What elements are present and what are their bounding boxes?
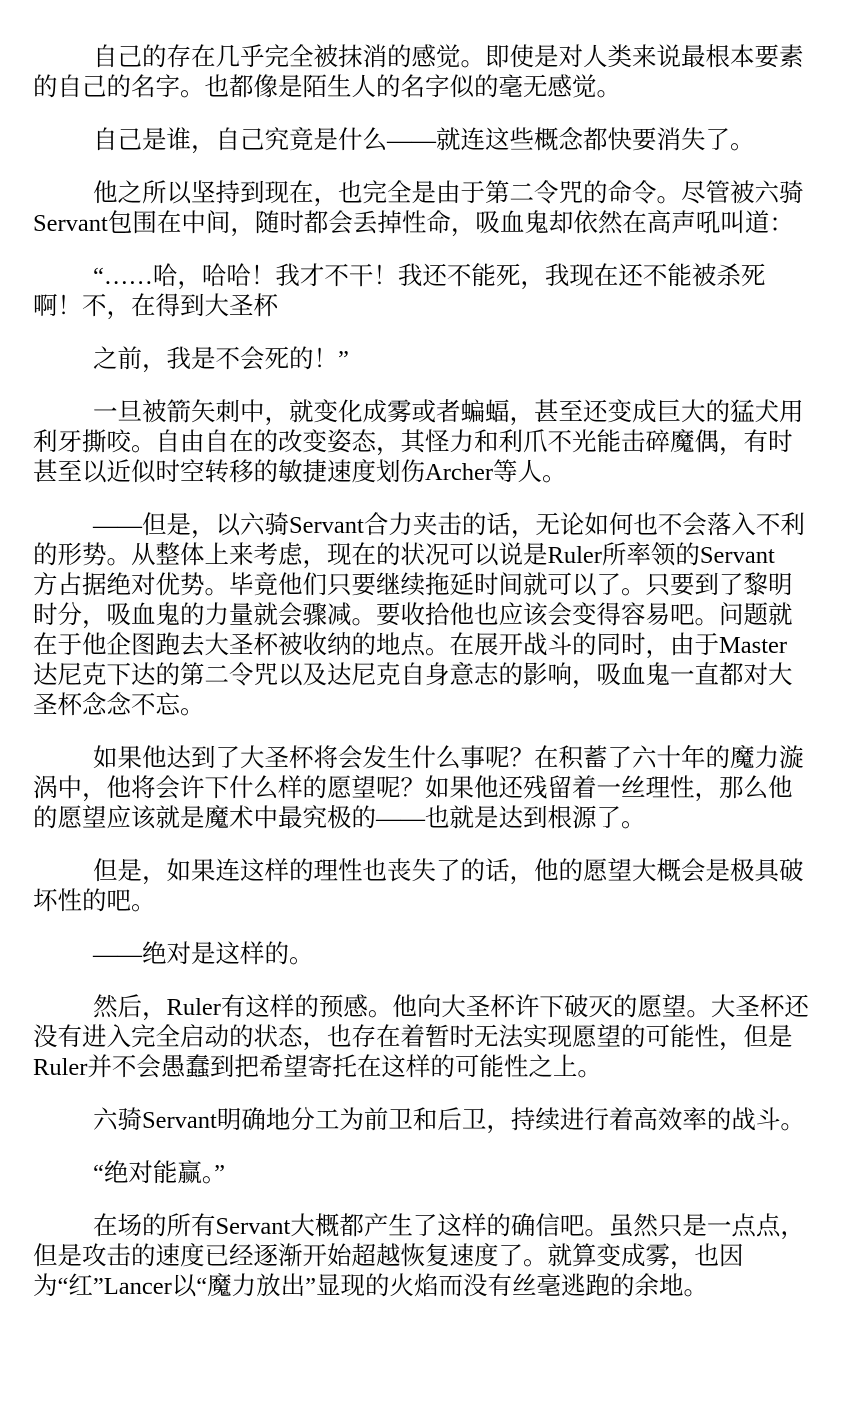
paragraph <box>33 1106 813 1136</box>
text-line: “……哈，哈哈！我才不干！我还不能死，我现在还不能被杀死 <box>93 263 766 290</box>
text-line: 的愿望应该就是魔术中最究极的——也就是达到根源了。 <box>33 805 646 832</box>
text-line: 坏性的吧。 <box>33 888 156 915</box>
text-line: 之前，我是不会死的！” <box>93 346 349 373</box>
text-line: 时分，吸血鬼的力量就会骤减。要收拾他也应该会变得容易吧。问题就 <box>33 602 793 629</box>
text-line: 他之所以坚持到现在，也完全是由于第二令咒的命令。尽管被六骑 <box>93 180 804 207</box>
text-line: “绝对能赢。” <box>93 1160 225 1187</box>
text-line: 但是攻击的速度已经逐渐开始超越恢复速度了。就算变成雾，也因 <box>33 1243 744 1270</box>
paragraph <box>33 345 813 375</box>
text-line: Ruler并不会愚蠢到把希望寄托在这样的可能性之上。 <box>33 1054 602 1081</box>
paragraph <box>33 511 813 721</box>
text-line: 方占据绝对优势。毕竟他们只要继续拖延时间就可以了。只要到了黎明 <box>33 572 793 599</box>
paragraph <box>33 43 813 103</box>
text-line: 在于他企图跑去大圣杯被收纳的地点。在展开战斗的同时，由于Master <box>33 632 788 659</box>
paragraph <box>33 179 813 239</box>
text-line: 如果他达到了大圣杯将会发生什么事呢？在积蓄了六十年的魔力漩 <box>93 745 804 772</box>
paragraph <box>33 993 813 1083</box>
text-line: 自己是谁，自己究竟是什么——就连这些概念都快要消失了。 <box>93 127 755 154</box>
text-line: 利牙撕咬。自由自在的改变姿态，其怪力和利爪不光能击碎魔偶，有时 <box>33 429 793 456</box>
text-line: 但是，如果连这样的理性也丧失了的话，他的愿望大概会是极具破 <box>93 858 804 885</box>
text-line: 为“红”Lancer以“魔力放出”显现的火焰而没有丝毫逃跑的余地。 <box>33 1273 708 1300</box>
paragraph <box>33 857 813 917</box>
text-line: 的形势。从整体上来考虑，现在的状况可以说是Ruler所率领的Servant <box>33 542 775 569</box>
paragraph <box>33 1159 813 1189</box>
text-line: ——但是，以六骑Servant合力夹击的话，无论如何也不会落入不利 <box>93 512 805 539</box>
text-line: 没有进入完全启动的状态，也存在着暂时无法实现愿望的可能性，但是 <box>33 1024 793 1051</box>
text-line: Servant包围在中间，随时都会丢掉性命，吸血鬼却依然在高声吼叫道： <box>33 210 794 237</box>
paragraph <box>33 126 813 156</box>
text-line: 达尼克下达的第二令咒以及达尼克自身意志的影响，吸血鬼一直都对大 <box>33 662 793 689</box>
paragraph <box>33 398 813 488</box>
text-line: 自己的存在几乎完全被抹消的感觉。即使是对人类来说最根本要素 <box>93 44 804 71</box>
paragraph <box>33 262 813 322</box>
text-line: 啊！不，在得到大圣杯 <box>33 293 278 320</box>
text-line: 在场的所有Servant大概都产生了这样的确信吧。虽然只是一点点， <box>93 1213 805 1240</box>
text-line: 圣杯念念不忘。 <box>33 692 205 719</box>
paragraph <box>33 940 813 970</box>
text-line: 然后，Ruler有这样的预感。他向大圣杯许下破灭的愿望。大圣杯还 <box>93 994 809 1021</box>
text-line: 甚至以近似时空转移的敏捷速度划伤Archer等人。 <box>33 459 567 486</box>
paragraph <box>33 1212 813 1302</box>
paragraph <box>33 744 813 834</box>
text-line: 六骑Servant明确地分工为前卫和后卫，持续进行着高效率的战斗。 <box>93 1107 805 1134</box>
text-line: 的自己的名字。也都像是陌生人的名字似的毫无感觉。 <box>33 74 621 101</box>
text-line: 一旦被箭矢刺中，就变化成雾或者蝙蝠，甚至还变成巨大的猛犬用 <box>93 399 804 426</box>
text-line: 涡中，他将会许下什么样的愿望呢？如果他还残留着一丝理性，那么他 <box>33 775 793 802</box>
text-line: ——绝对是这样的。 <box>93 941 314 968</box>
